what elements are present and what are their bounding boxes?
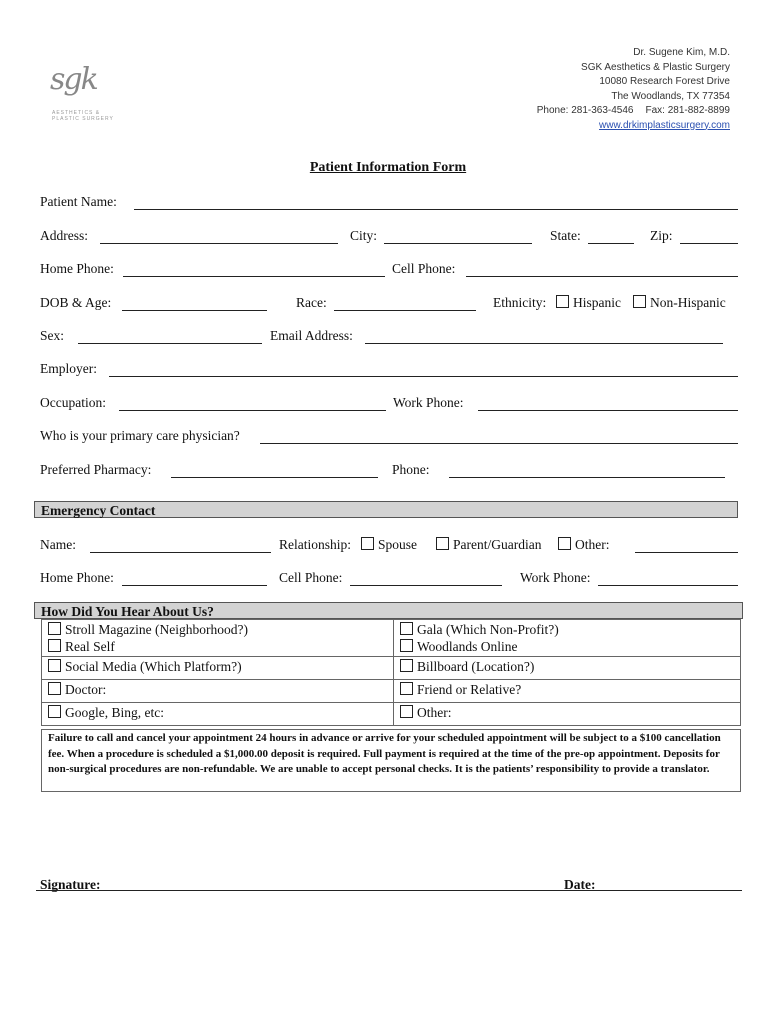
address-field[interactable] xyxy=(100,243,338,244)
spouse-option[interactable] xyxy=(361,537,417,553)
email-label: Email Address: xyxy=(270,328,353,343)
billboard-checkbox[interactable] xyxy=(400,659,413,672)
doctor-checkbox[interactable] xyxy=(48,682,61,695)
social-media-label: Social Media (Which Platform?) xyxy=(65,659,242,674)
dob-age-field[interactable] xyxy=(122,310,267,311)
phone-number: Phone: 281-363-4546 xyxy=(536,105,634,116)
billboard-option[interactable] xyxy=(394,657,741,680)
logo-subtitle: AESTHETICS & PLASTIC SURGERY xyxy=(52,110,114,122)
form-title: Patient Information Form xyxy=(309,160,467,175)
zip-field[interactable] xyxy=(680,243,738,244)
zip-label: Zip: xyxy=(650,228,673,243)
other-source-checkbox[interactable] xyxy=(400,705,413,718)
relationship-label: Relationship: xyxy=(279,537,351,552)
signature-label: Signature: xyxy=(40,877,101,892)
non-hispanic-checkbox[interactable] xyxy=(633,295,646,308)
occupation-field[interactable] xyxy=(119,410,386,411)
race-field[interactable] xyxy=(334,310,476,311)
doctor-option[interactable] xyxy=(42,680,394,703)
woodlands-online-option[interactable] xyxy=(400,638,734,655)
logo-monogram: sgk xyxy=(50,62,97,97)
other-relationship-option[interactable] xyxy=(558,537,610,553)
cancellation-policy: Failure to call and cancel your appointment 24 hours in advance or arrive for your scheduled appointment will be subject to a $100 cancellation fee. When a procedure is scheduled a $1,000.00 deposit is required. Full payment is required at the time of the pre-op appointment. Deposits for non-surgical procedures are non-refundable. We are unable to accept personal checks. It is the patients’ responsibility to provide a translator. xyxy=(41,729,741,792)
street-address: 10080 Research Forest Drive xyxy=(599,76,730,87)
home-phone-field[interactable] xyxy=(123,276,385,277)
other-relationship-checkbox[interactable] xyxy=(558,537,571,550)
work-phone-field[interactable] xyxy=(478,410,738,411)
pharmacy-phone-label: Phone: xyxy=(392,462,430,477)
hispanic-option[interactable] xyxy=(556,295,621,311)
hispanic-label: Hispanic xyxy=(573,295,621,310)
cell-phone-field[interactable] xyxy=(466,276,738,277)
date-label: Date: xyxy=(564,877,596,892)
table-row xyxy=(42,703,741,726)
stroll-option[interactable] xyxy=(48,621,387,638)
table-row xyxy=(42,680,741,703)
search-engine-label: Google, Bing, etc: xyxy=(65,705,164,720)
home-phone-label: Home Phone: xyxy=(40,261,114,276)
patient-name-field[interactable] xyxy=(134,209,738,210)
woodlands-online-checkbox[interactable] xyxy=(400,639,413,652)
emergency-contact-header: Emergency Contact xyxy=(34,501,738,518)
sex-label: Sex: xyxy=(40,328,65,343)
emergency-cell-phone-field[interactable] xyxy=(350,585,502,586)
stroll-checkbox[interactable] xyxy=(48,622,61,635)
emergency-name-label: Name: xyxy=(40,537,76,552)
practice-logo xyxy=(46,58,126,128)
doctor-name: Dr. Sugene Kim, M.D. xyxy=(633,47,730,58)
social-media-checkbox[interactable] xyxy=(48,659,61,672)
emergency-work-phone-label: Work Phone: xyxy=(520,570,591,585)
gala-label: Gala (Which Non-Profit?) xyxy=(417,622,559,637)
realself-label: Real Self xyxy=(65,639,115,654)
non-hispanic-label: Non-Hispanic xyxy=(650,295,726,310)
social-media-option[interactable] xyxy=(42,657,394,680)
search-engine-checkbox[interactable] xyxy=(48,705,61,718)
city-field[interactable] xyxy=(384,243,532,244)
hear-about-us-table xyxy=(41,619,741,726)
cell-phone-label: Cell Phone: xyxy=(392,261,456,276)
stroll-label: Stroll Magazine (Neighborhood?) xyxy=(65,622,248,637)
friend-label: Friend or Relative? xyxy=(417,682,522,697)
city-state-zip: The Woodlands, TX 77354 xyxy=(611,90,730,102)
non-hispanic-option[interactable] xyxy=(633,295,726,311)
hear-option-cell xyxy=(394,620,741,657)
search-engine-option[interactable] xyxy=(42,703,394,726)
parent-guardian-label: Parent/Guardian xyxy=(453,537,542,552)
other-source-option[interactable] xyxy=(394,703,741,726)
parent-guardian-checkbox[interactable] xyxy=(436,537,449,550)
pharmacy-label: Preferred Pharmacy: xyxy=(40,462,152,477)
sex-field[interactable] xyxy=(78,343,262,344)
ethnicity-label: Ethnicity: xyxy=(493,295,547,310)
pcp-label: Who is your primary care physician? xyxy=(40,428,240,443)
race-label: Race: xyxy=(296,295,327,310)
realself-checkbox[interactable] xyxy=(48,639,61,652)
phone-fax-line xyxy=(537,104,730,119)
occupation-label: Occupation: xyxy=(40,395,106,410)
parent-guardian-option[interactable] xyxy=(436,537,541,553)
table-row xyxy=(42,620,741,657)
employer-field[interactable] xyxy=(109,376,738,377)
doctor-label: Doctor: xyxy=(65,682,107,697)
hispanic-checkbox[interactable] xyxy=(556,295,569,308)
emergency-home-phone-label: Home Phone: xyxy=(40,570,114,585)
pharmacy-field[interactable] xyxy=(171,477,378,478)
hear-option-cell xyxy=(42,620,394,657)
employer-label: Employer: xyxy=(40,361,97,376)
practice-name: SGK Aesthetics & Plastic Surgery xyxy=(581,61,730,73)
emergency-name-field[interactable] xyxy=(90,552,271,553)
friend-checkbox[interactable] xyxy=(400,682,413,695)
emergency-work-phone-field[interactable] xyxy=(598,585,738,586)
other-source-label: Other: xyxy=(417,705,452,720)
woodlands-online-label: Woodlands Online xyxy=(417,639,518,654)
table-row xyxy=(42,657,741,680)
dob-age-label: DOB & Age: xyxy=(40,295,112,310)
other-relationship-field[interactable] xyxy=(635,552,738,553)
email-field[interactable] xyxy=(365,343,723,344)
state-label: State: xyxy=(550,228,581,243)
practice-header xyxy=(537,46,730,133)
realself-option[interactable] xyxy=(48,638,387,655)
fax-number: Fax: 281-882-8899 xyxy=(645,105,730,116)
billboard-label: Billboard (Location?) xyxy=(417,659,535,674)
website-link[interactable]: www.drkimplasticsurgery.com xyxy=(599,119,730,131)
other-relationship-label: Other: xyxy=(575,537,610,552)
city-label: City: xyxy=(350,228,378,243)
spouse-label: Spouse xyxy=(378,537,418,552)
hear-about-us-header: How Did You Hear About Us? xyxy=(34,602,743,619)
state-field[interactable] xyxy=(588,243,634,244)
pharmacy-phone-field[interactable] xyxy=(449,477,725,478)
emergency-home-phone-field[interactable] xyxy=(122,585,267,586)
gala-option[interactable] xyxy=(400,621,734,638)
spouse-checkbox[interactable] xyxy=(361,537,374,550)
address-label: Address: xyxy=(40,228,88,243)
emergency-cell-phone-label: Cell Phone: xyxy=(279,570,343,585)
signature-line[interactable] xyxy=(36,890,742,891)
patient-name-label: Patient Name: xyxy=(40,194,117,209)
pcp-field[interactable] xyxy=(260,443,738,444)
friend-option[interactable] xyxy=(394,680,741,703)
gala-checkbox[interactable] xyxy=(400,622,413,635)
work-phone-label: Work Phone: xyxy=(393,395,464,410)
